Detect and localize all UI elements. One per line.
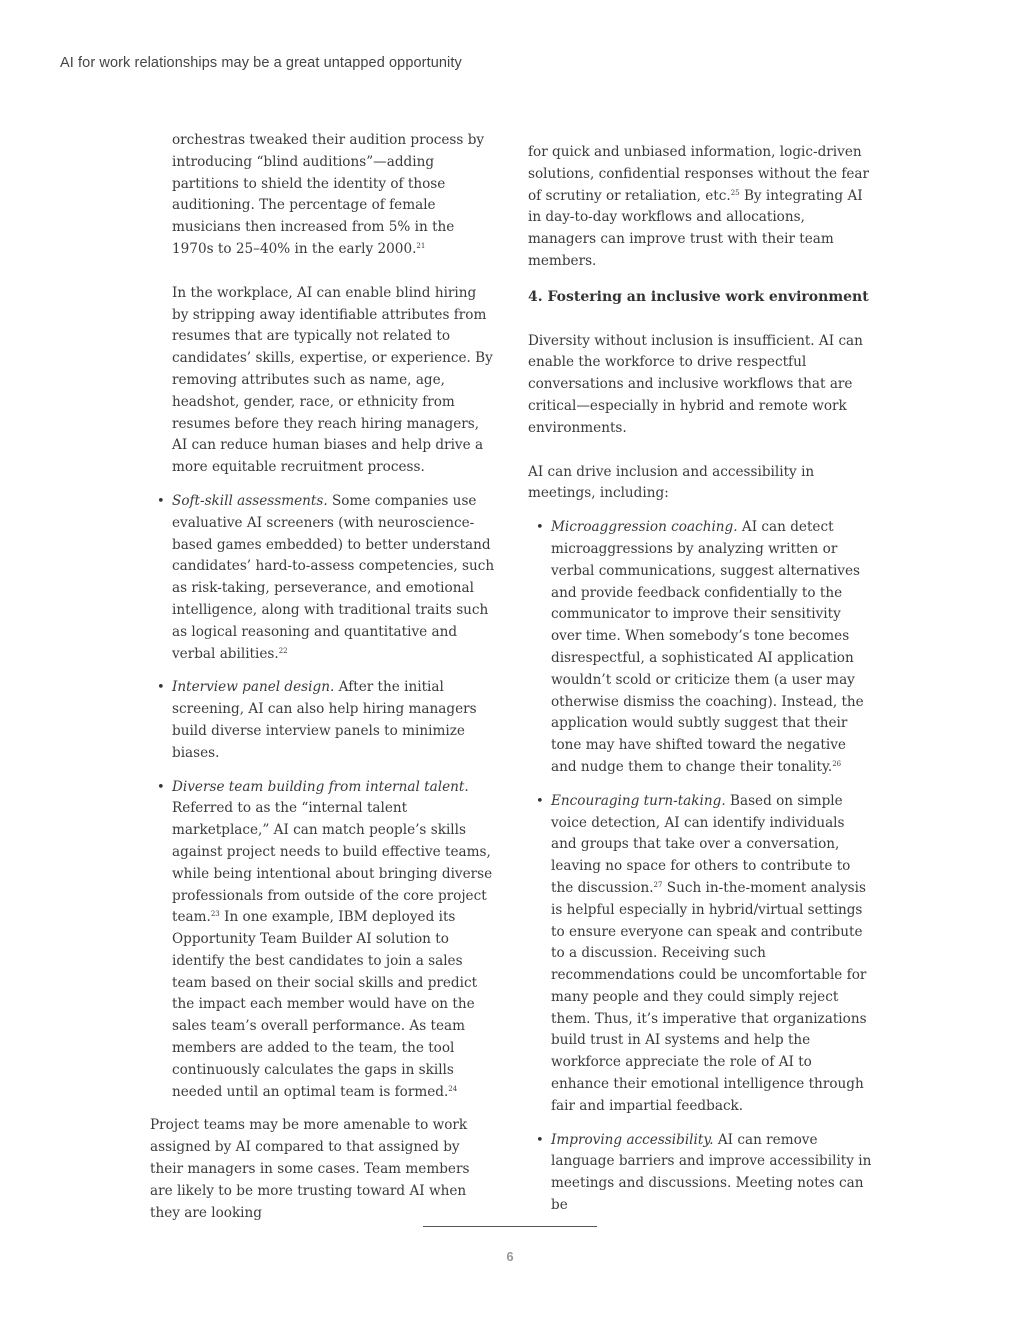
- bullet-term: Interview panel design.: [172, 679, 335, 696]
- diversity-paragraph: Diversity without inclusion is insufficient. AI can enable the workforce to drive respectful conversations and inclusive workflows that are critical—especially in hybrid and remote work environments.: [528, 332, 863, 436]
- footnote-ref[interactable]: 21: [416, 241, 426, 250]
- orchestra-paragraph: [172, 130, 495, 261]
- bullet-text: Such in-the-moment analysis is helpful especially in hybrid/virtual settings to ensure everyone can speak and contribute to a discussion. Receiving such recommendations could be uncomfortable for many people and they could simply reject them. Thus, it’s imperative that organizations build trust in AI systems and help the workforce appreciate the role of AI to enhance their emotional intelligence through fair and impartial feedback.: [551, 879, 867, 1114]
- bullet-text: In one example, IBM deployed its Opportunity Team Builder AI solution to identify the best candidates to join a sales team based on their social skills and predict the impact each member would have on the sales team’s overall performance. As team members are added to the team, the tool continuously calculates the gaps in skills needed until an optimal team is formed.: [172, 909, 478, 1100]
- bullet-text: AI can remove language barriers and improve accessibility in meetings and discussions. Meeting notes can be: [551, 1131, 872, 1214]
- list-item: [150, 777, 495, 1104]
- left-bullet-list: [150, 491, 495, 1104]
- bullet-text: After the initial screening, AI can also help hiring managers build diverse interview panels to minimize biases.: [172, 679, 477, 761]
- page-number: 6: [506, 1249, 514, 1264]
- right-column: [528, 142, 873, 1229]
- footnote-ref[interactable]: 23: [210, 910, 220, 919]
- bullet-text: Some companies use evaluative AI screeners (with neuroscience-based games embedded) to better understand candidates’ hard-to-assess competencies, such as risk-taking, perseverance, and emotional intelligence, along with traditional traits such as logical reasoning and quantitative and verbal abilities.: [172, 492, 495, 662]
- workplace-paragraph: In the workplace, AI can enable blind hiring by stripping away identifiable attributes from resumes that are typically not related to candidates’ skills, expertise, or experience. By removing attributes such as name, age, headshot, gender, race, or ethnicity from resumes before they reach hiring managers, AI can reduce human biases and help drive a more equitable recruitment process.: [172, 284, 493, 476]
- orchestra-text: orchestras tweaked their audition process by introducing “blind auditions”—adding partitions to shield the identity of those auditioning. The percentage of female musicians then increased from 5% in the 1970s to 25–40% in the early 2000.: [172, 132, 485, 257]
- list-item: [528, 791, 873, 1118]
- continuation-text: By integrating AI in day-to-day workflows and allocations, managers can improve trust with their team members.: [528, 187, 863, 269]
- list-item: [528, 517, 873, 779]
- section-heading: 4. Fostering an inclusive work environment: [528, 288, 869, 305]
- right-bullet-list: [528, 517, 873, 1217]
- footnote-ref[interactable]: 25: [730, 188, 740, 197]
- left-column: [150, 130, 495, 1224]
- bullet-term: Microaggression coaching.: [551, 519, 738, 536]
- bullet-text: Referred to as the “internal talent marketplace,” AI can match people’s skills against project needs to build effective teams, while being intentional about bringing diverse professionals from outside of the core project team.: [172, 800, 493, 926]
- project-teams-paragraph: Project teams may be more amenable to work assigned by AI compared to that assigned by their managers in some cases. Team members are likely to be more trusting toward AI when they are looking: [150, 1117, 470, 1221]
- bullet-term: Encouraging turn-taking.: [551, 792, 726, 809]
- footnote-ref[interactable]: 27: [653, 880, 663, 889]
- bullet-term: Soft-skill assessments.: [172, 492, 328, 509]
- footnote-ref[interactable]: 26: [832, 759, 842, 768]
- bullet-term: Improving accessibility.: [551, 1131, 714, 1148]
- list-item: [150, 491, 495, 665]
- list-item: [150, 677, 495, 764]
- footer-divider: [423, 1226, 597, 1227]
- meetings-intro-paragraph: AI can drive inclusion and accessibility in meetings, including:: [528, 463, 815, 502]
- bullet-text: AI can detect microaggressions by analyzing written or verbal communications, suggest alternatives and provide feedback confidentially to the communicator to improve their sensitivity over time. When somebody’s tone becomes disrespectful, a sophisticated AI application wouldn’t scold or criticize them (a user may otherwise dismiss the coaching). Instead, the application would subtly suggest that their tone may have shifted toward the negative and nudge them to change their tonality.: [551, 519, 864, 775]
- continuation-text: for quick and unbiased information, logic-driven solutions, confidential responses without the fear of scrutiny or retaliation, etc.: [528, 144, 869, 204]
- bullet-text: Based on simple voice detection, AI can identify individuals and groups that take over a conversation, leaving no space for others to contribute to the discussion.: [551, 792, 851, 896]
- continuation-paragraph: [528, 142, 873, 273]
- footnote-ref[interactable]: 24: [448, 1084, 458, 1093]
- footnote-ref[interactable]: 22: [278, 646, 288, 655]
- running-header-title: AI for work relationships may be a great untapped opportunity: [60, 55, 462, 71]
- list-item: [528, 1130, 873, 1217]
- bullet-term: Diverse team building from internal talent.: [172, 778, 469, 795]
